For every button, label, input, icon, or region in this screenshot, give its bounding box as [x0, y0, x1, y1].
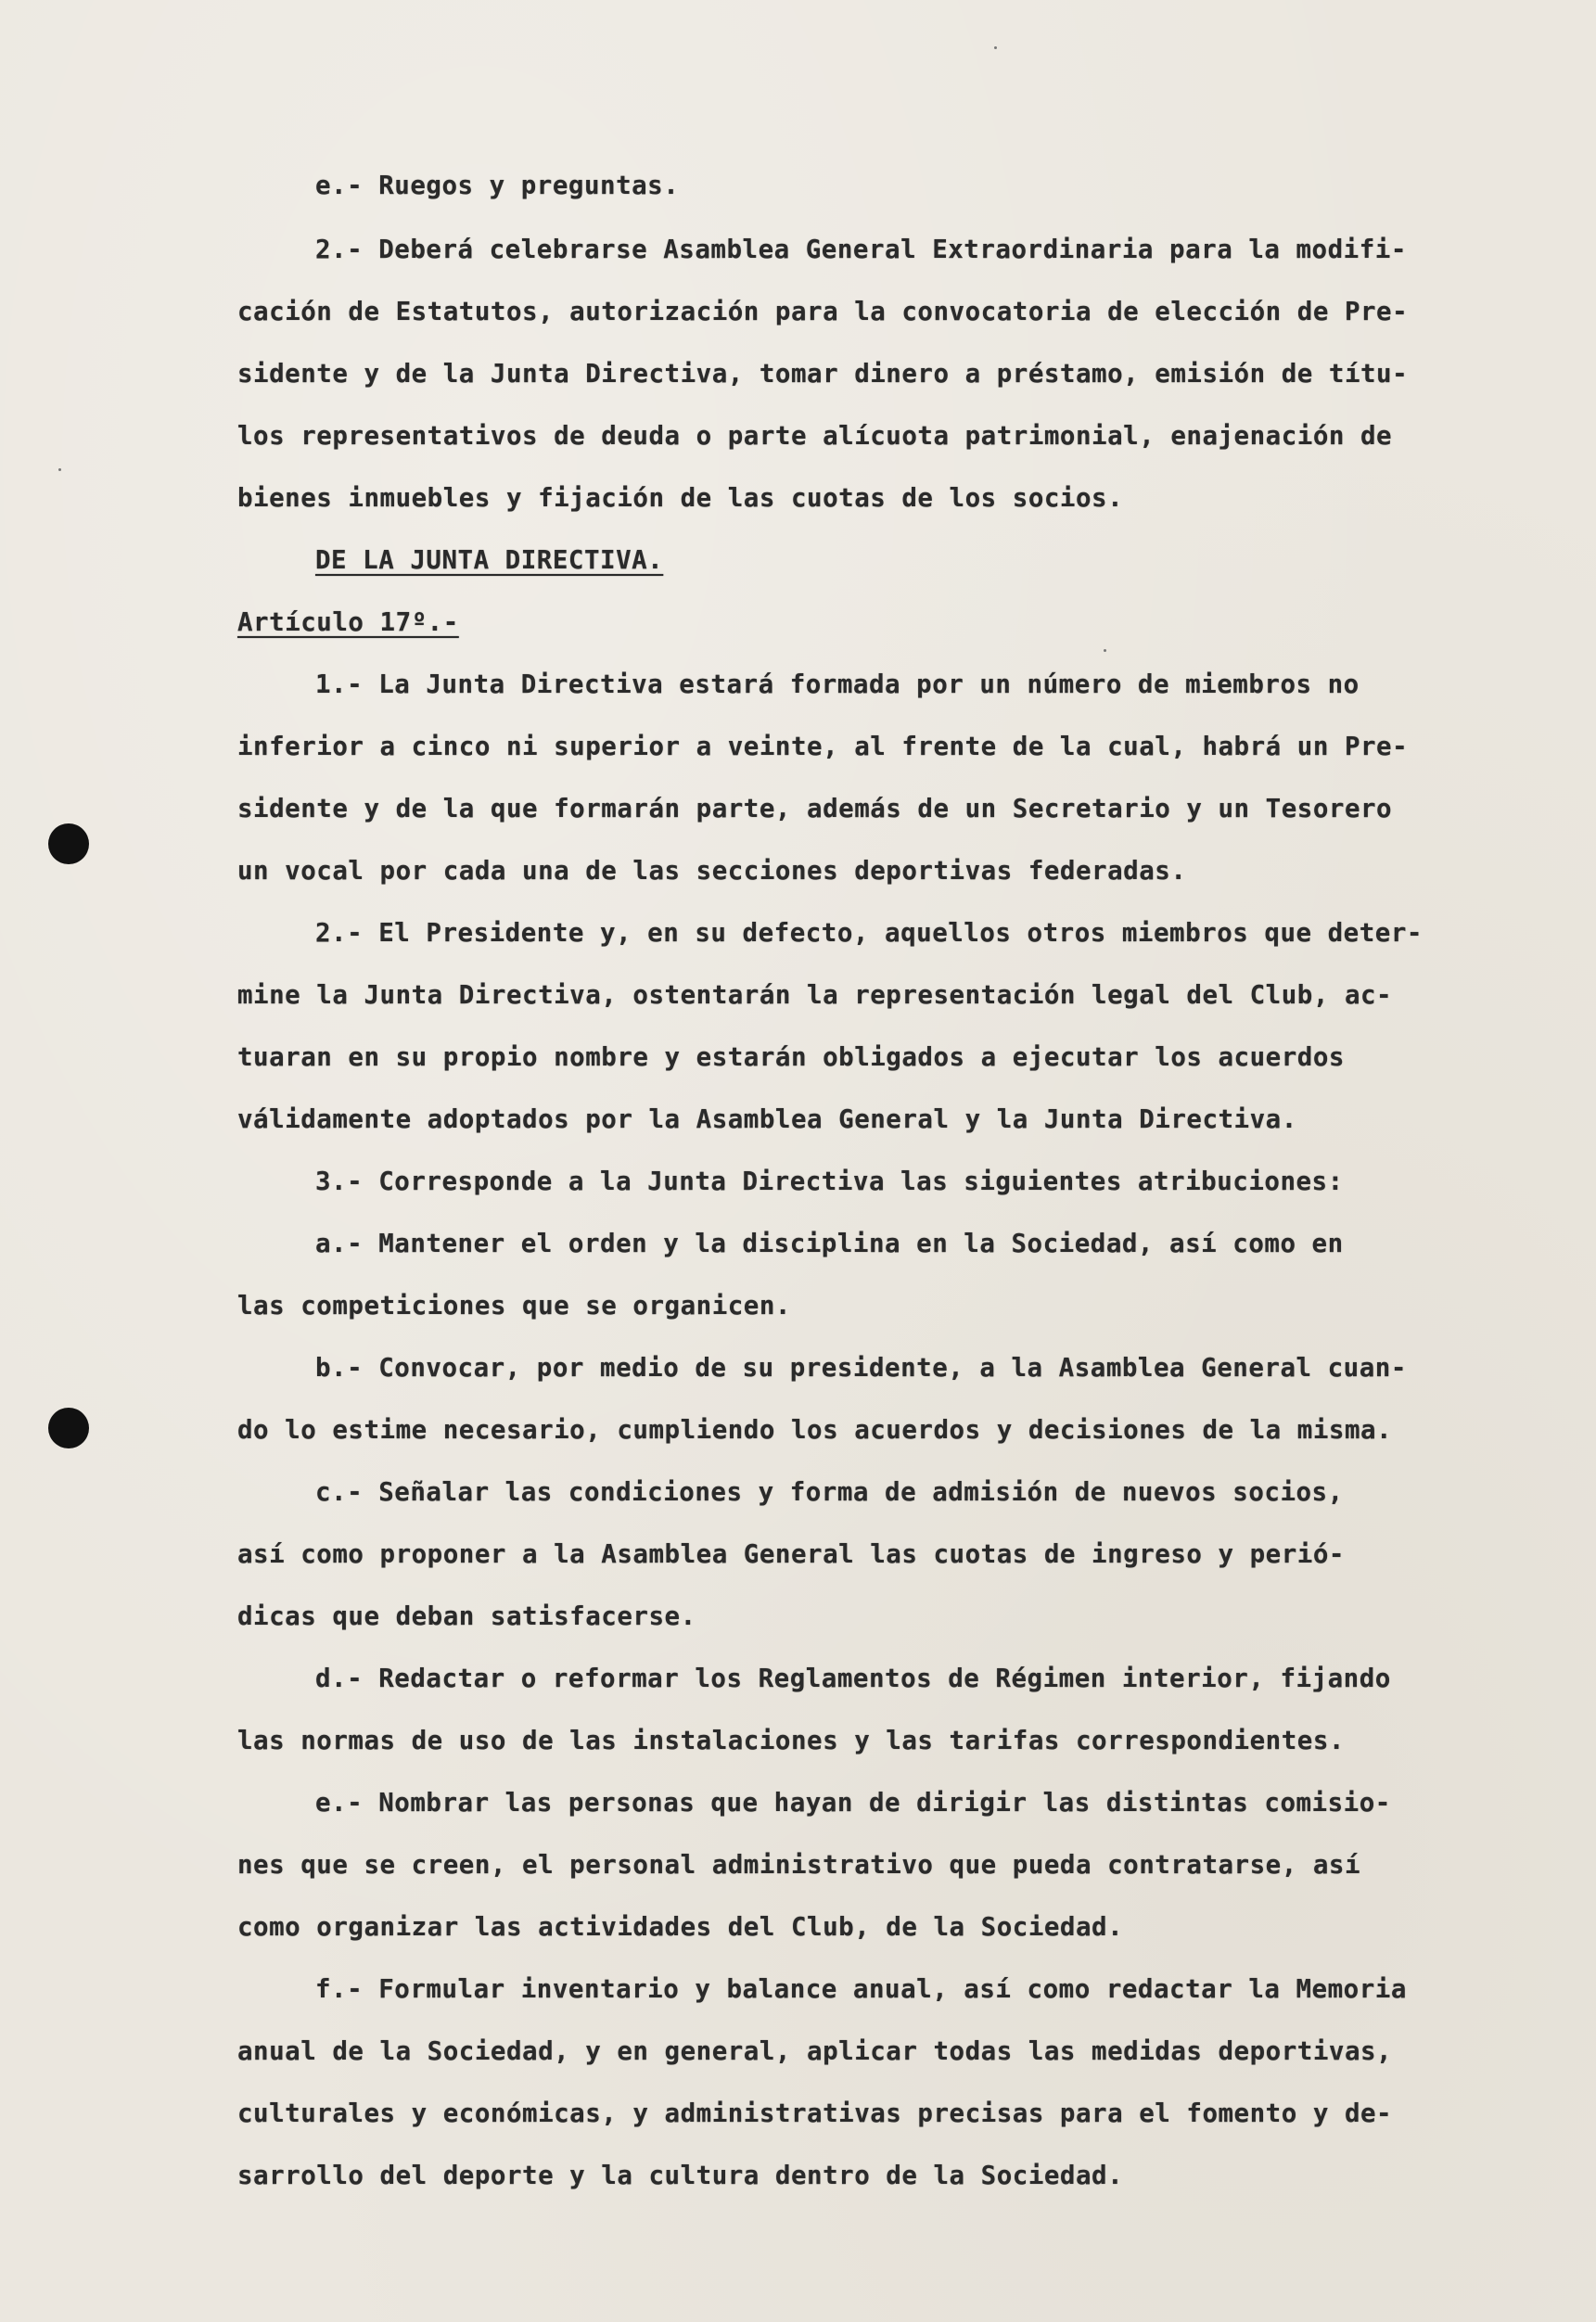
text-line: 2.- El Presidente y, en su defecto, aquellos otros miembros que deter-	[315, 918, 1423, 948]
article-heading: Artículo 17º.-	[237, 607, 459, 637]
text-line: sarrollo del deporte y la cultura dentro de la Sociedad.	[237, 2161, 1124, 2190]
text-line: anual de la Sociedad, y en general, aplicar todas las medidas deportivas,	[237, 2036, 1393, 2066]
text-line: c.- Señalar las condiciones y forma de admisión de nuevos socios,	[315, 1477, 1344, 1507]
text-line: dicas que deban satisfacerse.	[237, 1601, 696, 1631]
text-line: 2.- Deberá celebrarse Asamblea General Extraordinaria para la modifi-	[315, 235, 1407, 264]
text-line: sidente y de la que formarán parte, además de un Secretario y un Tesorero	[237, 794, 1393, 823]
text-line: nes que se creen, el personal administrativo que pueda contratarse, así	[237, 1850, 1361, 1880]
text-line: a.- Mantener el orden y la disciplina en la Sociedad, así como en	[315, 1229, 1344, 1258]
text-line: inferior a cinco ni superior a veinte, al frente de la cual, habrá un Pre-	[237, 732, 1409, 761]
text-line: b.- Convocar, por medio de su presidente, a la Asamblea General cuan-	[315, 1353, 1407, 1383]
text-line: f.- Formular inventario y balance anual, así como redactar la Memoria	[315, 1974, 1407, 2004]
text-line: 1.- La Junta Directiva estará formada por un número de miembros no	[315, 670, 1360, 699]
punch-hole-bottom	[48, 1408, 89, 1448]
text-line: bienes inmuebles y fijación de las cuotas de los socios.	[237, 483, 1124, 513]
text-line: válidamente adoptados por la Asamblea General y la Junta Directiva.	[237, 1104, 1297, 1134]
text-line: cación de Estatutos, autorización para la convocatoria de elección de Pre-	[237, 297, 1409, 326]
paper-speck	[994, 46, 997, 49]
text-line: las competiciones que se organicen.	[237, 1291, 791, 1320]
text-line: culturales y económicas, y administrativas precisas para el fomento y de-	[237, 2099, 1393, 2128]
text-line: así como proponer a la Asamblea General las cuotas de ingreso y perió-	[237, 1539, 1345, 1569]
section-heading: DE LA JUNTA DIRECTIVA.	[315, 545, 664, 575]
text-line: como organizar las actividades del Club, de la Sociedad.	[237, 1912, 1124, 1942]
text-line: 3.- Corresponde a la Junta Directiva las siguientes atribuciones:	[315, 1167, 1344, 1196]
text-line: tuaran en su propio nombre y estarán obligados a ejecutar los acuerdos	[237, 1042, 1345, 1072]
text-line: mine la Junta Directiva, ostentarán la representación legal del Club, ac-	[237, 980, 1393, 1010]
text-line: los representativos de deuda o parte alícuota patrimonial, enajenación de	[237, 421, 1393, 451]
punch-hole-top	[48, 823, 89, 864]
text-line: d.- Redactar o reformar los Reglamentos de Régimen interior, fijando	[315, 1664, 1391, 1693]
text-line: e.- Ruegos y preguntas.	[315, 171, 680, 200]
paper-speck	[58, 468, 61, 471]
text-line: sidente y de la Junta Directiva, tomar dinero a préstamo, emisión de títu-	[237, 359, 1409, 389]
text-line: do lo estime necesario, cumpliendo los acuerdos y decisiones de la misma.	[237, 1415, 1393, 1445]
text-line: las normas de uso de las instalaciones y las tarifas correspondientes.	[237, 1726, 1345, 1755]
text-line: un vocal por cada una de las secciones deportivas federadas.	[237, 856, 1187, 886]
paper-speck	[1104, 649, 1106, 652]
text-line: e.- Nombrar las personas que hayan de dirigir las distintas comisio-	[315, 1788, 1391, 1818]
